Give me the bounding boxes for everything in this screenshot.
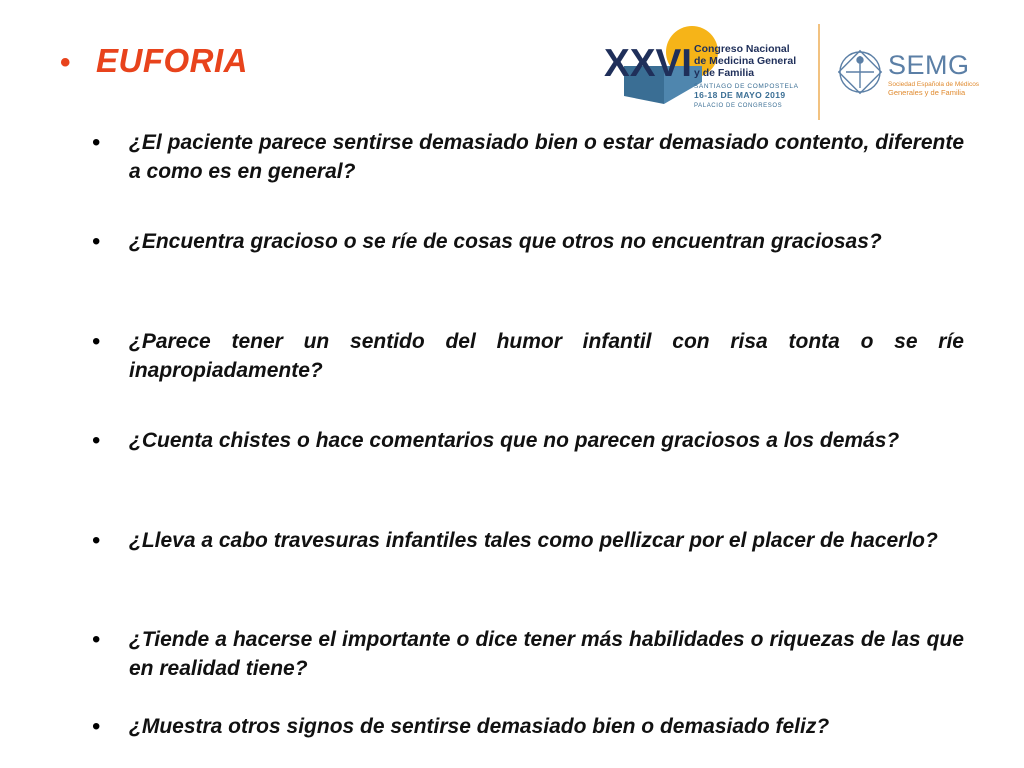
slide-title: EUFORIA bbox=[96, 42, 248, 79]
congress-name-line2: de Medicina General bbox=[694, 55, 797, 67]
congress-numeral: XXVI bbox=[604, 42, 692, 85]
vitruvian-emblem-icon bbox=[839, 51, 881, 93]
bullet-icon: • bbox=[92, 228, 101, 255]
list-item bbox=[92, 526, 964, 555]
question-text: ¿Cuenta chistes o hace comentarios que no parecen graciosos a los demás? bbox=[129, 429, 900, 452]
semg-name-line1: Sociedad Española de Médicos bbox=[888, 81, 980, 88]
question-text: ¿Parece tener un sentido del humor infantil con risa tonta o se ríe inapropiadamente? bbox=[129, 330, 964, 382]
congress-location: SANTIAGO DE COMPOSTELA bbox=[694, 83, 799, 90]
semg-name-line2: Generales y de Familia bbox=[888, 88, 966, 97]
question-text: ¿Tiende a hacerse el importante o dice tener más habilidades o riquezas de las que en realidad tiene? bbox=[129, 628, 964, 680]
question-text: ¿Lleva a cabo travesuras infantiles tales como pellizcar por el placer de hacerlo? bbox=[129, 529, 938, 552]
list-item bbox=[92, 625, 964, 683]
semg-logo bbox=[838, 44, 988, 104]
bullet-icon: • bbox=[92, 129, 101, 156]
question-text: ¿El paciente parece sentirse demasiado bien o estar demasiado contento, diferente a como es en general? bbox=[129, 131, 964, 183]
congress-name-line1: Congreso Nacional bbox=[694, 43, 790, 55]
bullet-icon: • bbox=[92, 427, 101, 454]
list-item bbox=[92, 227, 964, 256]
title-bullet: • bbox=[60, 46, 71, 79]
question-text: ¿Muestra otros signos de sentirse demasiado bien o demasiado feliz? bbox=[129, 715, 830, 738]
header-logos bbox=[602, 22, 982, 122]
logo-divider bbox=[818, 24, 820, 120]
list-item bbox=[92, 426, 964, 455]
bullet-icon: • bbox=[92, 527, 101, 554]
congress-logo bbox=[602, 22, 812, 122]
slide-title-row bbox=[60, 42, 248, 80]
congress-name-line3: y de Familia bbox=[694, 67, 755, 79]
congress-dates: 16-18 DE MAYO 2019 bbox=[694, 90, 786, 100]
semg-acronym: SEMG bbox=[888, 50, 970, 80]
question-text: ¿Encuentra gracioso o se ríe de cosas que otros no encuentran graciosas? bbox=[129, 230, 882, 253]
list-item bbox=[92, 327, 964, 385]
list-item bbox=[92, 128, 964, 186]
congress-venue: PALACIO DE CONGRESOS bbox=[694, 103, 783, 109]
bullet-icon: • bbox=[92, 626, 101, 653]
list-item bbox=[92, 712, 964, 741]
bullet-icon: • bbox=[92, 328, 101, 355]
bullet-icon: • bbox=[92, 713, 101, 740]
